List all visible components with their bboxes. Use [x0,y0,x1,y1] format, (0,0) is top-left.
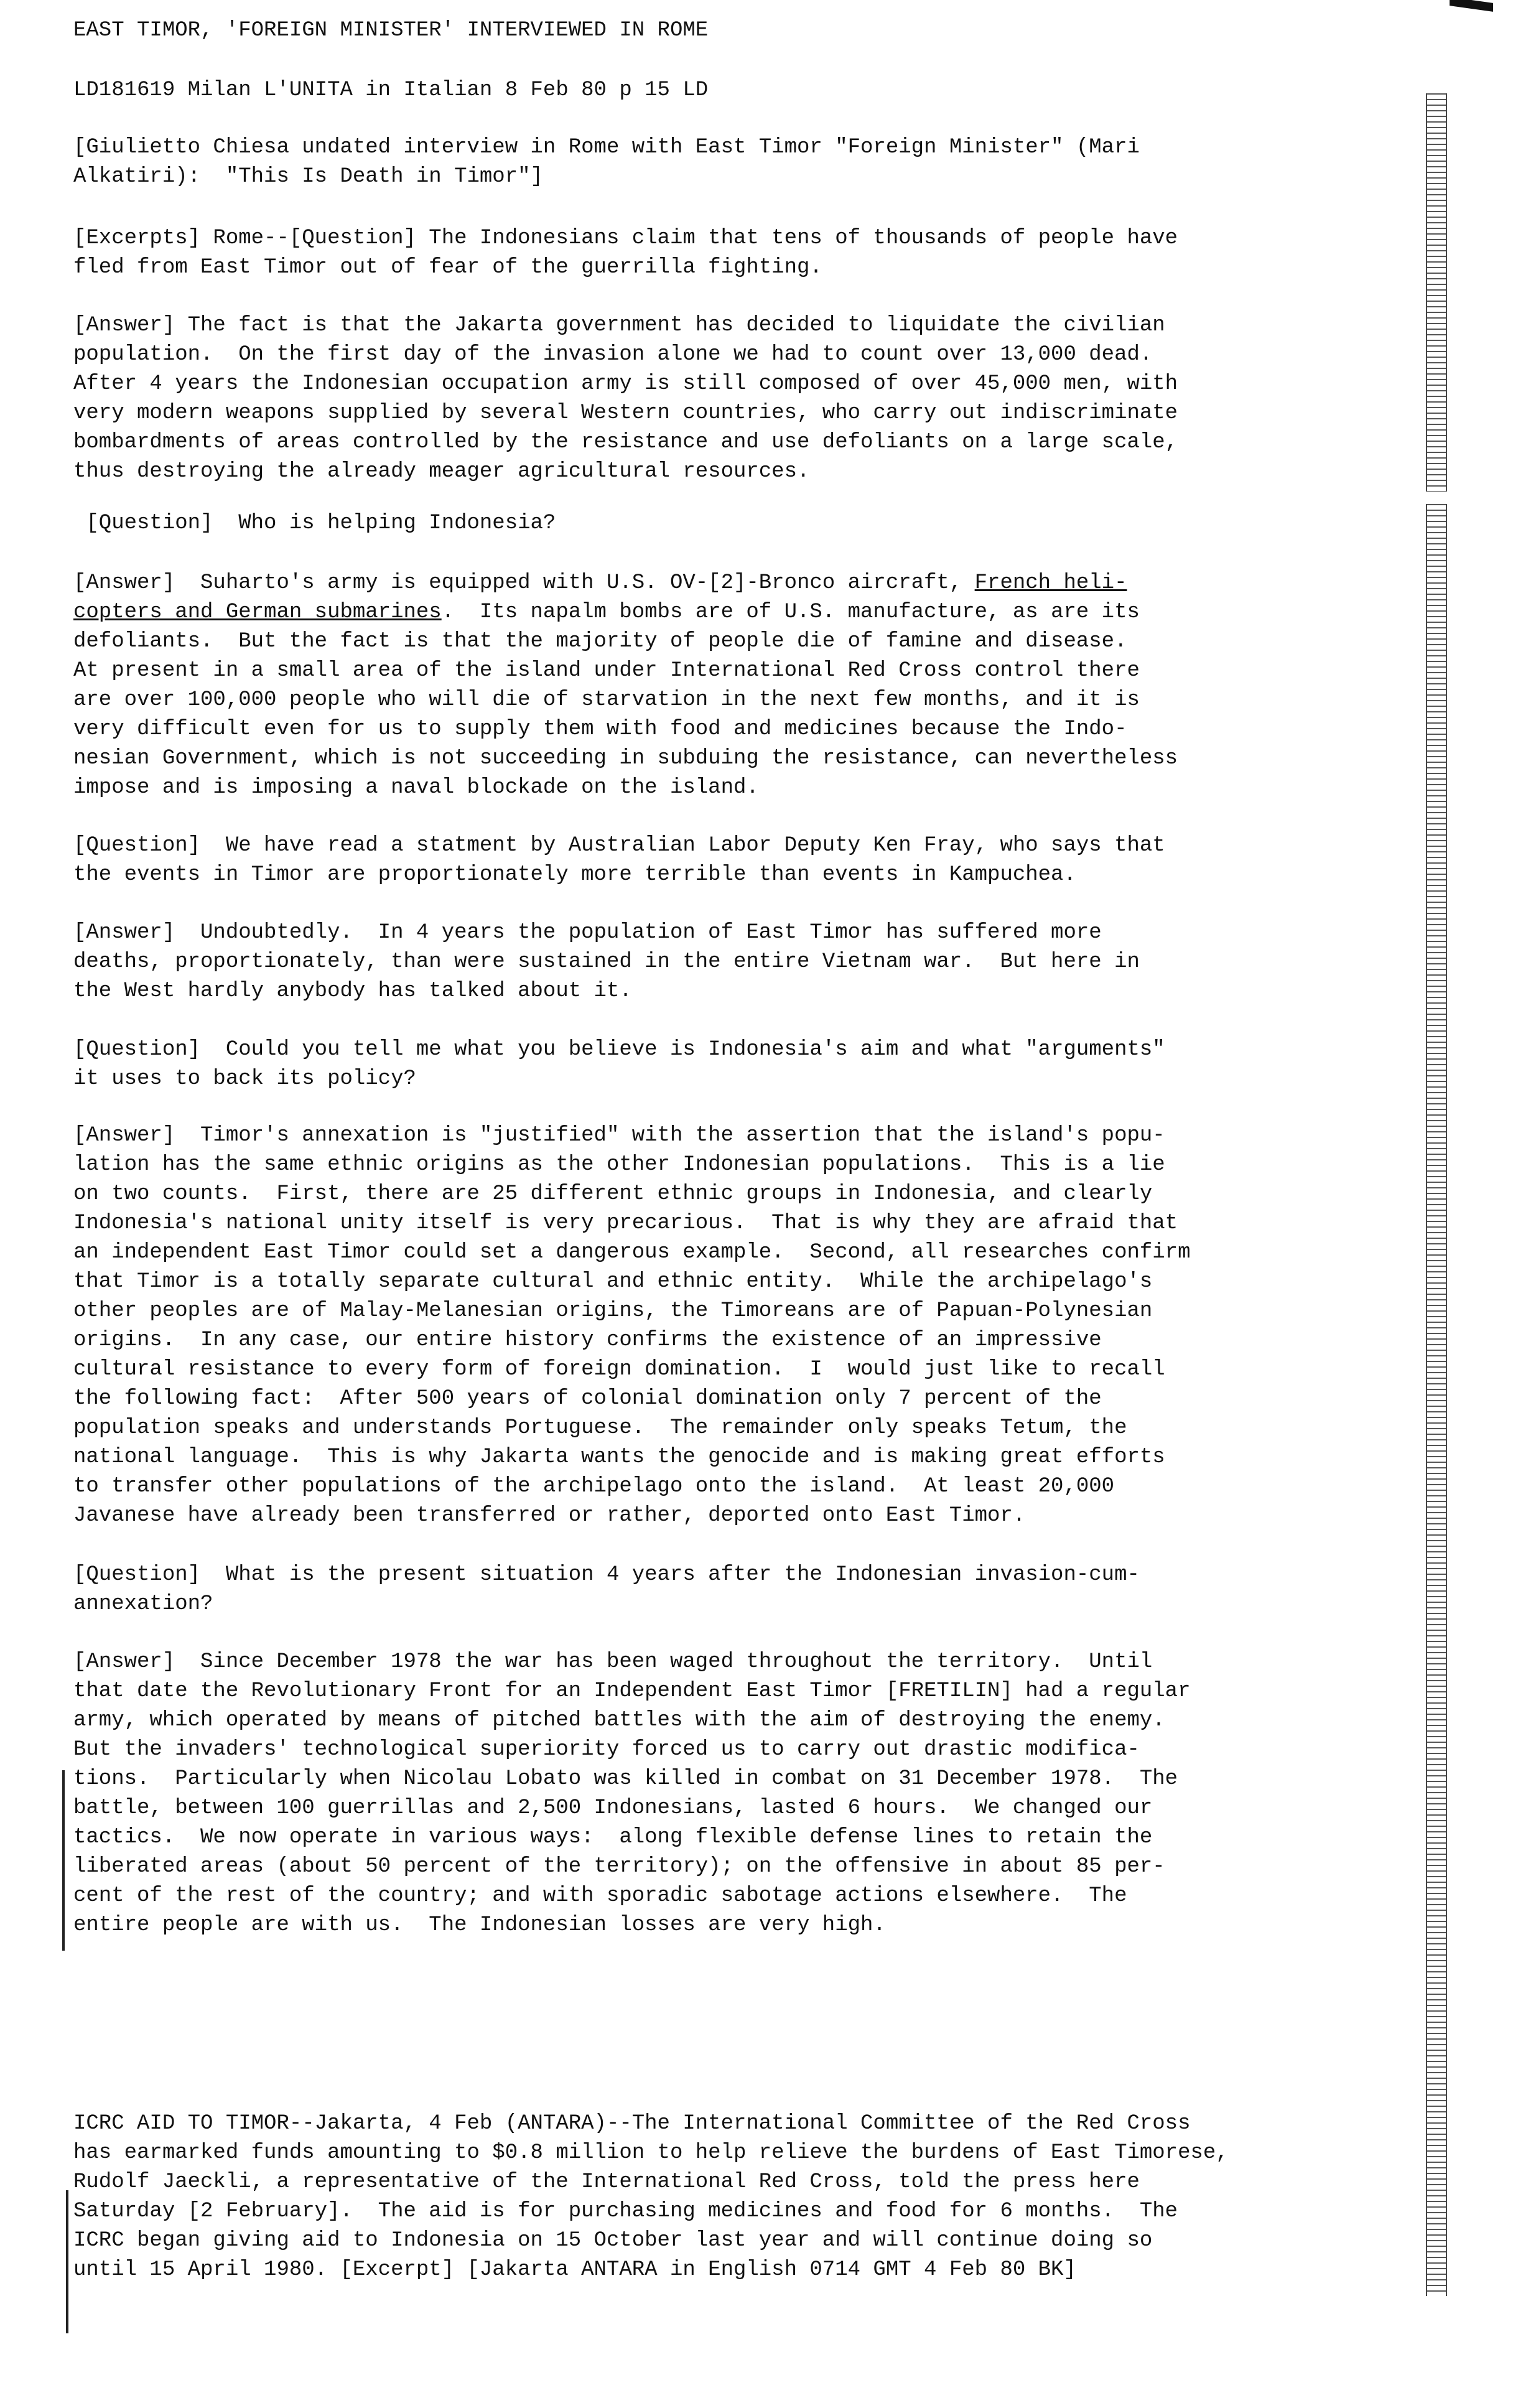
answer-line: the West hardly anybody has talked about it. [73,979,632,1003]
answer-line-text: . Its napalm bombs are of U.S. manufacture, as are its [441,600,1140,624]
answer-line: population speaks and understands Portuguese. The remainder only speaks Tetum, the [73,1416,1127,1440]
question-line: [Question] What is the present situation 4 years after the Indonesian invasion-cum- [73,1563,1140,1587]
answer-line: At present in a small area of the island under International Red Cross control there [73,659,1140,683]
answer-line: tions. Particularly when Nicolau Lobato was killed in combat on 31 December 1978. The [73,1767,1178,1791]
answer-line [73,598,1330,627]
answer-line: bombardments of areas controlled by the resistance and use defoliants on a large scale, [73,431,1178,454]
icrc-line: ICRC began giving aid to Indonesia on 15 October last year and will continue doing so [73,2229,1153,2252]
icrc-line: ICRC AID TO TIMOR--Jakarta, 4 Feb (ANTARA)--The International Committee of the Red Cross [73,2112,1191,2135]
answer-line: deaths, proportionately, than were sustained in the entire Vietnam war. But here in [73,950,1140,974]
answer-line: Indonesia's national unity itself is very precarious. That is why they are afraid that [73,1211,1178,1235]
answer-line: nesian Government, which is not succeeding in subduing the resistance, can nevertheless [73,747,1178,770]
icrc-line: has earmarked funds amounting to $0.8 million to help relieve the burdens of East Timorese, [73,2141,1229,2165]
answer-line: that Timor is a totally separate cultural and ethnic entity. While the archipelago's [73,1270,1153,1294]
answer-line: thus destroying the already meager agricultural resources. [73,460,810,483]
headline: EAST TIMOR, 'FOREIGN MINISTER' INTERVIEWED IN ROME [73,19,709,42]
answer-line: cent of the rest of the country; and with sporadic sabotage actions elsewhere. The [73,1884,1127,1908]
answer-line: liberated areas (about 50 percent of the territory); on the offensive in about 85 per- [73,1855,1165,1878]
answer-line: battle, between 100 guerrillas and 2,500 Indonesians, lasted 6 hours. We changed our [73,1796,1153,1820]
answer-line: cultural resistance to every form of foreign domination. I would just like to recall [73,1358,1165,1381]
question-line: the events in Timor are proportionately more terrible than events in Kampuchea. [73,863,1076,887]
margin-mark-answer [62,1770,65,1951]
answer-line: very modern weapons supplied by several Western countries, who carry out indiscriminate [73,401,1178,425]
intro-line: [Giulietto Chiesa undated interview in Rome with East Timor "Foreign Minister" (Mari [73,136,1140,159]
answer-line: army, which operated by means of pitched battles with the aim of destroying the enemy. [73,1709,1165,1732]
answer-line-text: [Answer] Suharto's army is equipped with U.S. OV-[2]-Bronco aircraft, [73,571,975,595]
scan-edge-strip-upper [1426,93,1447,492]
question-line: it uses to back its policy? [73,1067,416,1091]
answer-line: Javanese have already been transferred or rather, deported onto East Timor. [73,1504,1026,1528]
answer-line: defoliants. But the fact is that the majority of people die of famine and disease. [73,630,1127,653]
answer-line: on two counts. First, there are 25 different ethnic groups in Indonesia, and clearly [73,1182,1153,1206]
answer-line: an independent East Timor could set a dangerous example. Second, all researches confirm [73,1241,1191,1264]
answer-line [73,569,1330,598]
answer-line: population. On the first day of the invasion alone we had to count over 13,000 dead. [73,343,1153,366]
icrc-line: Rudolf Jaeckli, a representative of the International Red Cross, told the press here [73,2170,1140,2194]
answer-line: that date the Revolutionary Front for an Independent East Timor [FRETILIN] had a regular [73,1679,1191,1703]
answer-line: origins. In any case, our entire history confirms the existence of an impressive [73,1328,1102,1352]
answer-line: But the invaders' technological superiority forced us to carry out drastic modifica- [73,1738,1140,1762]
answer-line: tactics. We now operate in various ways: along flexible defense lines to retain the [73,1826,1153,1849]
underlined-text: French heli- [974,571,1127,595]
answer-line: entire people are with us. The Indonesian losses are very high. [73,1913,886,1937]
answer-line: the following fact: After 500 years of colonial domination only 7 percent of the [73,1387,1102,1411]
question-line: annexation? [73,1592,213,1616]
answer-line: After 4 years the Indonesian occupation army is still composed of over 45,000 men, with [73,372,1178,396]
margin-mark-icrc [66,2190,68,2333]
question-line: fled from East Timor out of fear of the guerrilla fighting. [73,256,822,279]
question-line: [Excerpts] Rome--[Question] The Indonesians claim that tens of thousands of people have [73,226,1178,250]
answer-line: national language. This is why Jakarta wants the genocide and is making great efforts [73,1445,1165,1469]
question-line: [Question] Could you tell me what you believe is Indonesia's aim and what "arguments" [73,1038,1165,1062]
source-line: LD181619 Milan L'UNITA in Italian 8 Feb 80 p 15 LD [73,78,709,102]
answer-line: are over 100,000 people who will die of starvation in the next few months, and it is [73,688,1140,712]
answer-line: very difficult even for us to supply them with food and medicines because the Indo- [73,717,1127,741]
scan-corner-mark [1450,0,1493,12]
intro-line: Alkatiri): "This Is Death in Timor"] [73,165,543,189]
icrc-line: until 15 April 1980. [Excerpt] [Jakarta ANTARA in English 0714 GMT 4 Feb 80 BK] [73,2258,1076,2282]
question-line: [Question] We have read a statment by Australian Labor Deputy Ken Fray, who says that [73,834,1165,857]
underlined-text: copters and German submarines [73,600,442,624]
answer-line: other peoples are of Malay-Melanesian origins, the Timoreans are of Papuan-Polynesian [73,1299,1153,1323]
answer-line: [Answer] The fact is that the Jakarta government has decided to liquidate the civilian [73,314,1165,337]
answer-line: lation has the same ethnic origins as the other Indonesian populations. This is a lie [73,1153,1165,1177]
answer-line: [Answer] Since December 1978 the war has been waged throughout the territory. Until [73,1650,1153,1674]
question-line: [Question] Who is helping Indonesia? [73,511,556,535]
scan-edge-strip-lower [1426,504,1447,2296]
answer-line: [Answer] Timor's annexation is "justified" with the assertion that the island's popu- [73,1124,1165,1147]
answer-line: impose and is imposing a naval blockade on the island. [73,776,759,800]
answer-line: to transfer other populations of the archipelago onto the island. At least 20,000 [73,1475,1115,1498]
answer-line: [Answer] Undoubtedly. In 4 years the population of East Timor has suffered more [73,921,1102,945]
icrc-line: Saturday [2 February]. The aid is for purchasing medicines and food for 6 months. The [73,2200,1178,2223]
